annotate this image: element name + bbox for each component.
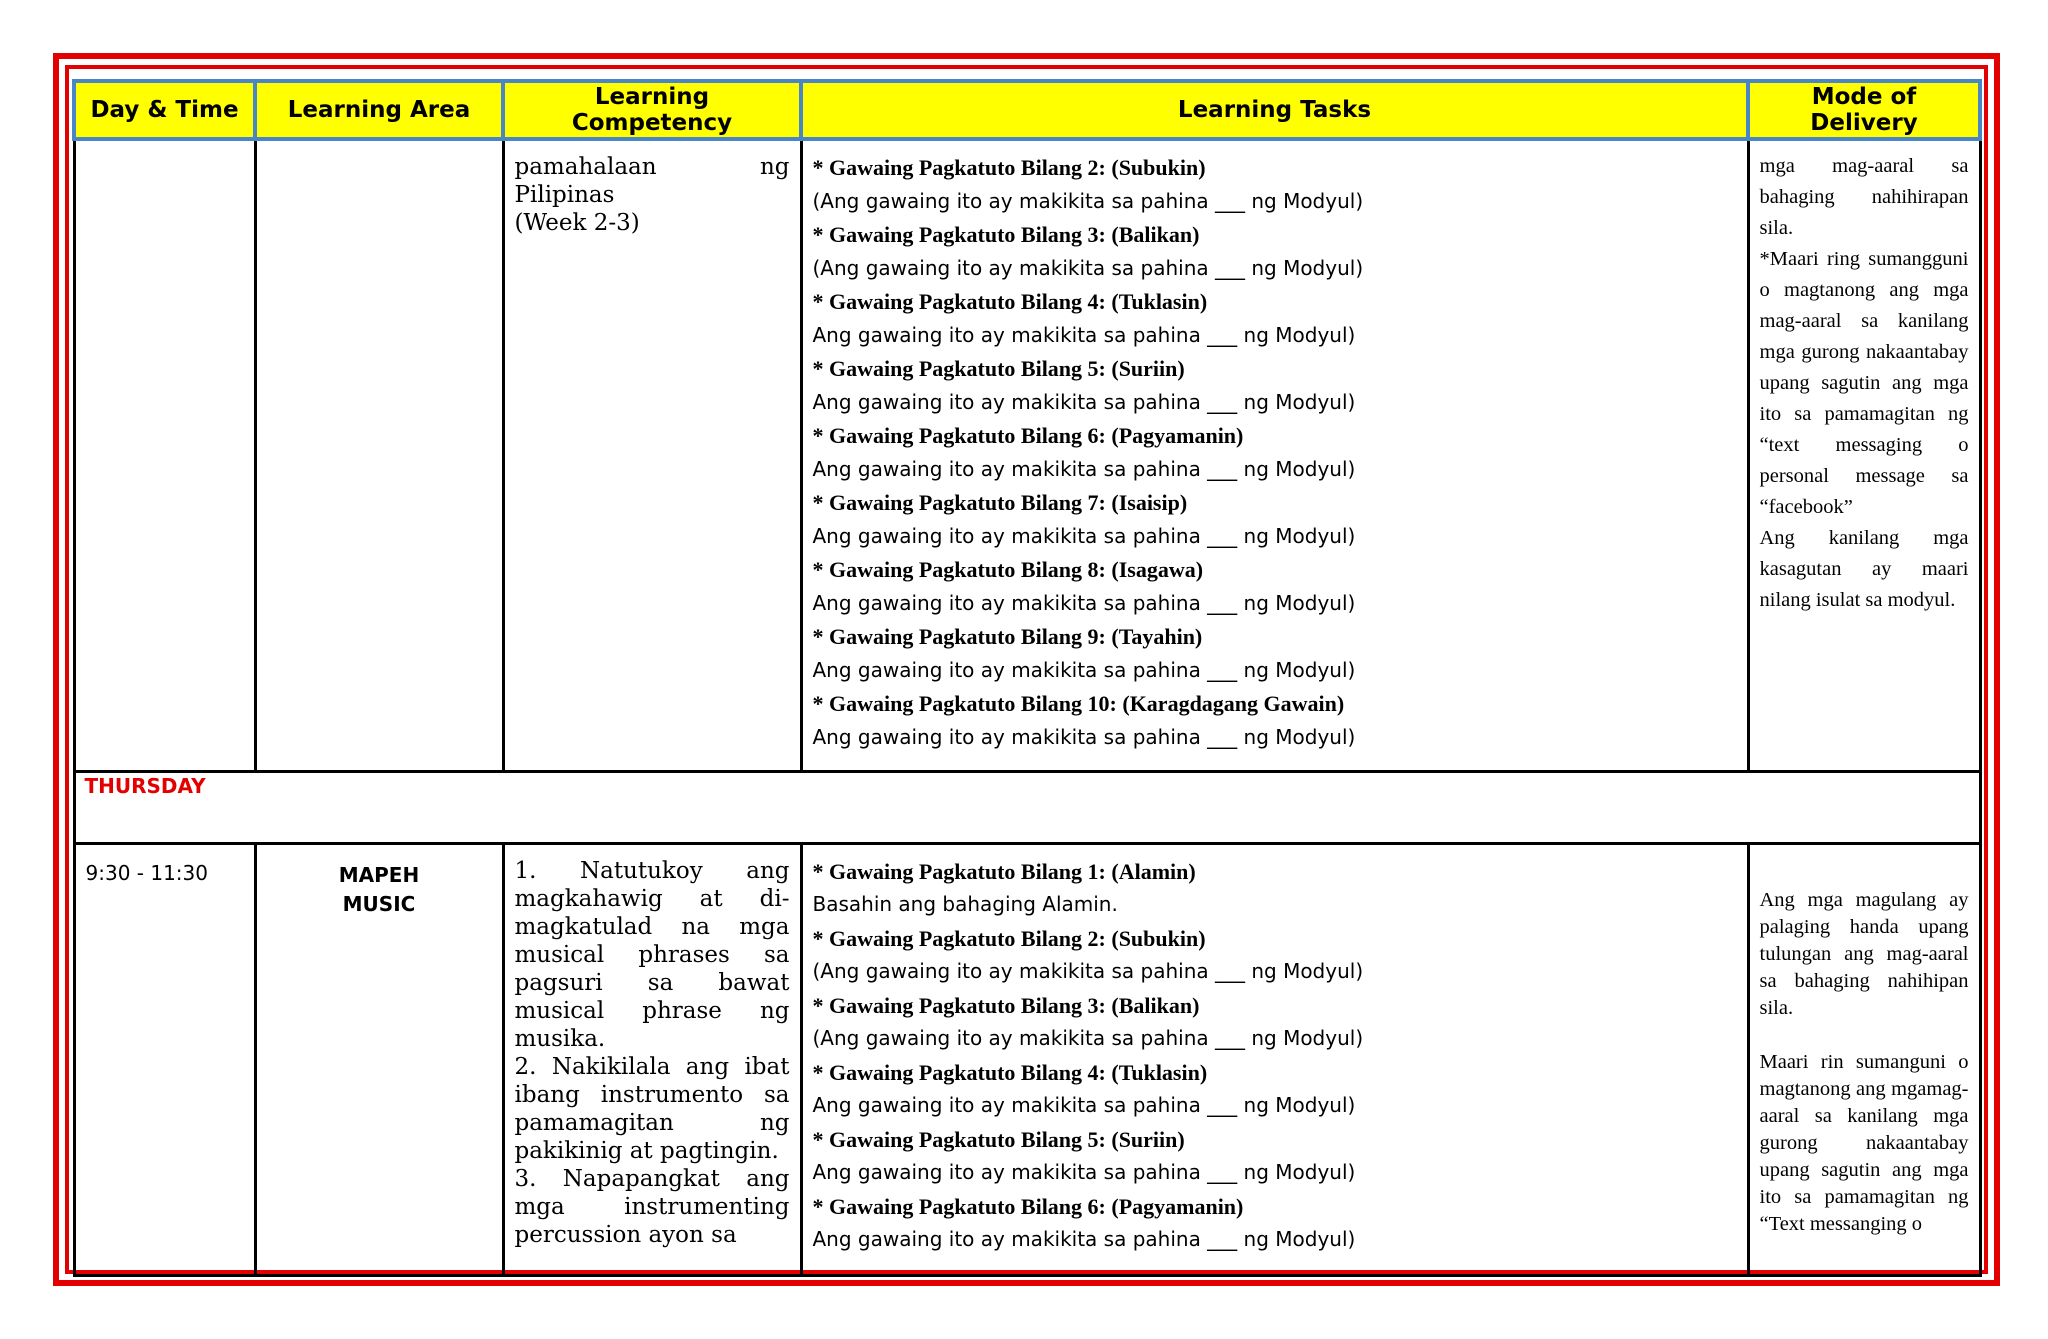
learning-area-cell bbox=[255, 139, 503, 771]
task-item bbox=[813, 1056, 1737, 1123]
area-line-1: MAPEH bbox=[338, 862, 420, 887]
task-note: (Ang gawaing ito ay makikita sa pahina ___ ng Modyul) bbox=[812, 255, 1364, 280]
task-note: Ang gawaing ito ay makikita sa pahina ___ ng Modyul) bbox=[812, 590, 1356, 615]
task-item bbox=[813, 486, 1737, 553]
mode-text: mga mag-aaral sa bahaging nahihirapan sila. *Maari ring sumangguni o magtanong ang mga mag-aaral sa kanilang mga gurong nakaantabay upang sagutin ang mga ito sa pamamagitan ng “text messaging o personal message sa “facebook” Ang kanilang mga kasagutan ay maari nilang isulat sa modyul. bbox=[1759, 155, 1969, 611]
task-title: * Gawaing Pagkatuto Bilang 3: (Balikan) bbox=[812, 222, 1200, 247]
learning-tasks-cell bbox=[801, 139, 1748, 771]
day-label: THURSDAY bbox=[84, 773, 206, 798]
task-title: * Gawaing Pagkatuto Bilang 2: (Subukin) bbox=[812, 925, 1206, 951]
competency-text: 1. Natutukoy ang magkahawig at di-magkatulad na mga musical phrases sa pagsuri sa bawat musical phrase ng musika. 2. Nakikilala ang ibat ibang instrumento sa pamamagitan ng pakikinig at pagtingin. 3. Napapangkat ang mga instrumenting percussion ayon sa bbox=[514, 857, 790, 1248]
task-item bbox=[813, 922, 1737, 989]
task-item bbox=[813, 285, 1737, 352]
task-note: (Ang gawaing ito ay makikita sa pahina ___ ng Modyul) bbox=[812, 959, 1364, 983]
day-row-thursday bbox=[74, 771, 1980, 843]
task-title: * Gawaing Pagkatuto Bilang 5: (Suriin) bbox=[812, 1126, 1185, 1152]
lesson-plan-table bbox=[72, 79, 1982, 1277]
learning-competency-cell bbox=[503, 139, 801, 771]
learning-area-cell bbox=[255, 843, 503, 1275]
day-time-cell bbox=[74, 139, 255, 771]
task-title: * Gawaing Pagkatuto Bilang 5: (Suriin) bbox=[812, 356, 1185, 381]
task-note: Ang gawaing ito ay makikita sa pahina ___ ng Modyul) bbox=[812, 724, 1356, 749]
mode-of-delivery-cell bbox=[1748, 139, 1980, 771]
header-day-time: Day & Time bbox=[74, 81, 255, 139]
task-title: * Gawaing Pagkatuto Bilang 6: (Pagyamanin) bbox=[812, 1193, 1244, 1219]
task-title: * Gawaing Pagkatuto Bilang 10: (Karagdagang Gawain) bbox=[812, 691, 1345, 716]
area-line-2: MUSIC bbox=[342, 891, 416, 916]
task-note: Ang gawaing ito ay makikita sa pahina ___ ng Modyul) bbox=[812, 1093, 1356, 1117]
task-note: Ang gawaing ito ay makikita sa pahina ___ ng Modyul) bbox=[812, 523, 1356, 548]
task-title: * Gawaing Pagkatuto Bilang 3: (Balikan) bbox=[812, 992, 1200, 1018]
paragraph-gap bbox=[1760, 1022, 1969, 1049]
table-row bbox=[74, 843, 1980, 1275]
task-item bbox=[813, 1123, 1737, 1190]
task-item bbox=[813, 352, 1737, 419]
task-note: Ang gawaing ito ay makikita sa pahina ___ ng Modyul) bbox=[812, 1160, 1356, 1184]
task-note: Ang gawaing ito ay makikita sa pahina ___ ng Modyul) bbox=[812, 322, 1356, 347]
task-note: Ang gawaing ito ay makikita sa pahina ___ ng Modyul) bbox=[812, 657, 1356, 682]
task-item bbox=[813, 151, 1737, 218]
day-cell bbox=[74, 771, 1980, 843]
mode-paragraph-2: Maari rin sumanguni o magtanong ang mgamag-aaral sa kanilang mga gurong nakaantabay upang sagutin ang mga ito sa pamamagitan ng “Text messanging o bbox=[1759, 1050, 1969, 1235]
task-item bbox=[813, 553, 1737, 620]
task-item bbox=[813, 1190, 1737, 1257]
task-title: * Gawaing Pagkatuto Bilang 8: (Isagawa) bbox=[812, 557, 1204, 582]
task-title: * Gawaing Pagkatuto Bilang 1: (Alamin) bbox=[812, 858, 1196, 884]
task-item bbox=[813, 855, 1737, 922]
task-note: Ang gawaing ito ay makikita sa pahina ___ ng Modyul) bbox=[812, 389, 1356, 414]
task-item bbox=[813, 620, 1737, 687]
day-time-cell bbox=[74, 843, 255, 1275]
competency-text: pamahalaan ng Pilipinas (Week 2-3) bbox=[514, 154, 790, 236]
task-note: (Ang gawaing ito ay makikita sa pahina ___ ng Modyul) bbox=[812, 1026, 1364, 1050]
task-list bbox=[813, 151, 1737, 754]
task-title: * Gawaing Pagkatuto Bilang 2: (Subukin) bbox=[812, 155, 1206, 180]
learning-competency-cell bbox=[503, 843, 801, 1275]
task-list bbox=[813, 855, 1737, 1257]
task-note: (Ang gawaing ito ay makikita sa pahina ___ ng Modyul) bbox=[812, 188, 1364, 213]
task-title: * Gawaing Pagkatuto Bilang 7: (Isaisip) bbox=[812, 490, 1188, 515]
learning-tasks-cell bbox=[801, 843, 1748, 1275]
header-learning-area: Learning Area bbox=[255, 81, 503, 139]
task-title: * Gawaing Pagkatuto Bilang 4: (Tuklasin) bbox=[812, 1059, 1208, 1085]
task-item bbox=[813, 419, 1737, 486]
task-item bbox=[813, 687, 1737, 754]
task-item bbox=[813, 218, 1737, 285]
task-note: Ang gawaing ito ay makikita sa pahina ___ ng Modyul) bbox=[812, 456, 1356, 481]
task-title: * Gawaing Pagkatuto Bilang 9: (Tayahin) bbox=[812, 624, 1203, 649]
mode-paragraph-1: Ang mga magulang ay palaging handa upang tulungan ang mag-aaral sa bahaging nahihipan sila. bbox=[1759, 888, 1969, 1019]
time-text: 9:30 - 11:30 bbox=[85, 860, 208, 885]
task-item bbox=[813, 989, 1737, 1056]
header-mode-of-delivery: Mode of Delivery bbox=[1748, 81, 1980, 139]
task-title: * Gawaing Pagkatuto Bilang 6: (Pagyamanin) bbox=[812, 423, 1244, 448]
table-row bbox=[74, 139, 1980, 771]
task-title: * Gawaing Pagkatuto Bilang 4: (Tuklasin) bbox=[812, 289, 1208, 314]
header-learning-tasks: Learning Tasks bbox=[801, 81, 1748, 139]
table-header-row bbox=[74, 81, 1980, 139]
task-note: Ang gawaing ito ay makikita sa pahina ___ ng Modyul) bbox=[812, 1227, 1356, 1251]
header-learning-competency: Learning Competency bbox=[503, 81, 801, 139]
task-note: Basahin ang bahaging Alamin. bbox=[812, 892, 1118, 916]
mode-of-delivery-cell bbox=[1748, 843, 1980, 1275]
